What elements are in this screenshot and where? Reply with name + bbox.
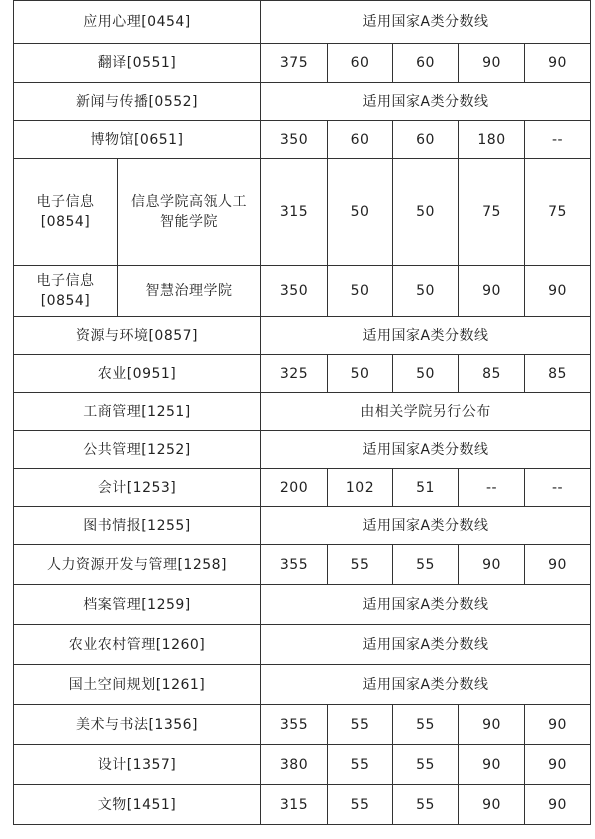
score-cell: 55 — [393, 745, 459, 785]
major-cell: 国土空间规划[1261] — [14, 665, 261, 705]
score-cell: 90 — [459, 545, 525, 585]
table-row — [14, 545, 591, 585]
major-cell: 博物馆[0651] — [14, 121, 261, 159]
table-row — [14, 745, 591, 785]
score-cell: 90 — [459, 266, 525, 317]
score-cell: 90 — [459, 785, 525, 825]
score-cell: 90 — [525, 545, 591, 585]
score-cell: 50 — [393, 266, 459, 317]
major-cell: 图书情报[1255] — [14, 507, 261, 545]
college-cell: 信息学院高瓴人工智能学院 — [118, 159, 261, 266]
major-cell: 农业农村管理[1260] — [14, 625, 261, 665]
score-cell: 102 — [328, 469, 393, 507]
major-cell: 电子信息[0854] — [14, 159, 118, 266]
score-cell: 50 — [393, 355, 459, 393]
major-cell: 资源与环境[0857] — [14, 317, 261, 355]
score-cell: 355 — [261, 545, 328, 585]
major-cell: 公共管理[1252] — [14, 431, 261, 469]
score-cell: -- — [525, 121, 591, 159]
major-cell: 文物[1451] — [14, 785, 261, 825]
table-row — [14, 121, 591, 159]
score-cell: 60 — [328, 121, 393, 159]
score-cell: 50 — [328, 266, 393, 317]
table-row — [14, 44, 591, 83]
score-cell: 315 — [261, 785, 328, 825]
score-cell: 55 — [393, 545, 459, 585]
table-row — [14, 705, 591, 745]
score-cell: 355 — [261, 705, 328, 745]
score-cell: 375 — [261, 44, 328, 83]
table-row — [14, 266, 591, 317]
score-cell: 75 — [459, 159, 525, 266]
score-cell: 60 — [393, 44, 459, 83]
major-cell: 农业[0951] — [14, 355, 261, 393]
table-row — [14, 83, 591, 121]
score-cell: 50 — [328, 355, 393, 393]
score-cell: 350 — [261, 266, 328, 317]
score-cell: 75 — [525, 159, 591, 266]
score-cell: 85 — [459, 355, 525, 393]
score-cell: 60 — [328, 44, 393, 83]
major-cell: 新闻与传播[0552] — [14, 83, 261, 121]
table-row — [14, 317, 591, 355]
score-cell: 50 — [393, 159, 459, 266]
table-row — [14, 625, 591, 665]
table-row — [14, 159, 591, 266]
score-cell: 325 — [261, 355, 328, 393]
score-cell: 51 — [393, 469, 459, 507]
score-cell: 90 — [459, 44, 525, 83]
score-cell: 315 — [261, 159, 328, 266]
note-cell: 适用国家A类分数线 — [261, 507, 591, 545]
table-row — [14, 1, 591, 44]
table-row — [14, 469, 591, 507]
score-cell: -- — [525, 469, 591, 507]
score-cell: 55 — [328, 785, 393, 825]
score-cell: 50 — [328, 159, 393, 266]
score-cell: 90 — [525, 266, 591, 317]
table-row — [14, 585, 591, 625]
table-row — [14, 507, 591, 545]
score-cell: 55 — [393, 785, 459, 825]
score-cell: 60 — [393, 121, 459, 159]
score-cell: -- — [459, 469, 525, 507]
score-cell: 55 — [328, 705, 393, 745]
note-cell: 适用国家A类分数线 — [261, 665, 591, 705]
note-cell: 适用国家A类分数线 — [261, 1, 591, 44]
note-cell: 适用国家A类分数线 — [261, 317, 591, 355]
score-cell: 90 — [525, 745, 591, 785]
score-table — [13, 0, 591, 825]
table-row — [14, 665, 591, 705]
score-cell: 90 — [525, 785, 591, 825]
score-cell: 180 — [459, 121, 525, 159]
major-cell: 应用心理[0454] — [14, 1, 261, 44]
note-cell: 适用国家A类分数线 — [261, 431, 591, 469]
note-cell: 适用国家A类分数线 — [261, 625, 591, 665]
note-cell: 适用国家A类分数线 — [261, 83, 591, 121]
table-row — [14, 785, 591, 825]
major-cell: 电子信息[0854] — [14, 266, 118, 317]
score-cell: 55 — [328, 545, 393, 585]
table-row — [14, 393, 591, 431]
college-cell: 智慧治理学院 — [118, 266, 261, 317]
major-cell: 工商管理[1251] — [14, 393, 261, 431]
score-cell: 55 — [393, 705, 459, 745]
major-cell: 会计[1253] — [14, 469, 261, 507]
score-cell: 380 — [261, 745, 328, 785]
major-cell: 档案管理[1259] — [14, 585, 261, 625]
major-cell: 美术与书法[1356] — [14, 705, 261, 745]
major-cell: 翻译[0551] — [14, 44, 261, 83]
table-row — [14, 431, 591, 469]
major-cell: 设计[1357] — [14, 745, 261, 785]
score-cell: 90 — [459, 745, 525, 785]
score-cell: 90 — [459, 705, 525, 745]
score-cell: 55 — [328, 745, 393, 785]
score-cell: 90 — [525, 705, 591, 745]
note-cell: 适用国家A类分数线 — [261, 585, 591, 625]
major-cell: 人力资源开发与管理[1258] — [14, 545, 261, 585]
table-row — [14, 355, 591, 393]
score-cell: 85 — [525, 355, 591, 393]
score-cell: 90 — [525, 44, 591, 83]
score-cell: 350 — [261, 121, 328, 159]
score-cell: 200 — [261, 469, 328, 507]
note-cell: 由相关学院另行公布 — [261, 393, 591, 431]
